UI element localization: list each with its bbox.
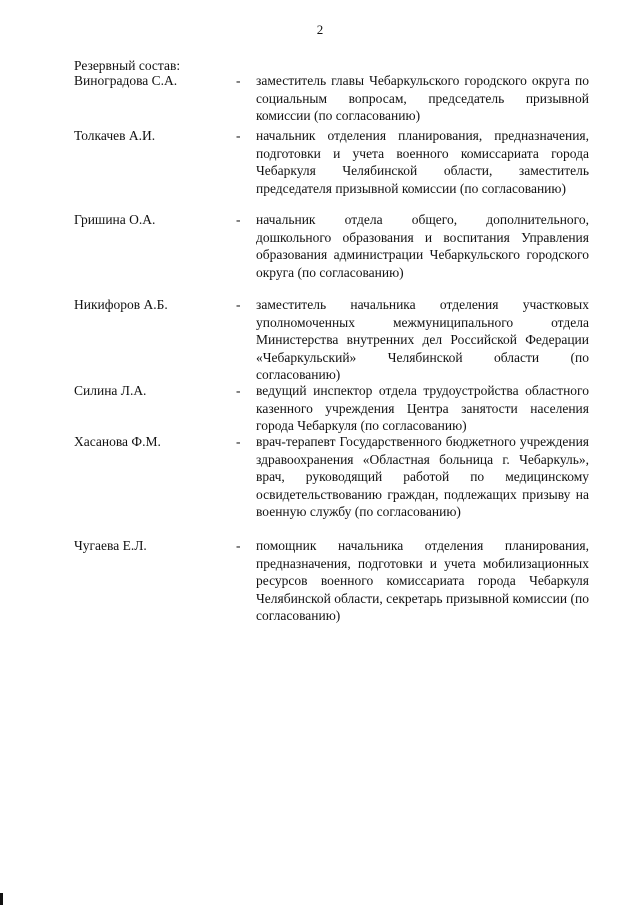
member-description: начальник отдела общего, дополнительного, дошкольного образования и воспитания Управления образования администрации Чебаркульского городского округа (по согласованию) — [256, 212, 589, 280]
member-description: заместитель начальника отделения участковых уполномоченных межмуниципального отдела Министерства внутренних дел Российской Федерации «Чебаркульский» Челябинской области (по согласованию) — [256, 297, 589, 383]
member-dash: - — [236, 383, 241, 398]
member-name: Толкачев А.И. — [74, 128, 156, 143]
member-name: Виноградова С.А. — [74, 73, 178, 88]
member-description: помощник начальника отделения планирования, предназначения, подготовки и учета мобилизационных ресурсов военного комиссариата города Чебаркуля Челябинской области, секретарь призывной комиссии (по согласованию) — [256, 538, 589, 624]
member-description: ведущий инспектор отдела трудоустройства областного казенного учреждения Центра занятости населения города Чебаркуля (по согласованию) — [256, 383, 589, 434]
member-description: врач-терапевт Государственного бюджетного учреждения здравоохранения «Областная больница г. Чебаркуль», врач, руководящий работой по медицинскому освидетельствованию граждан, подлежащих призыву на военную службу (по согласованию) — [256, 434, 589, 520]
member-name: Чугаева Е.Л. — [74, 538, 147, 553]
member-dash: - — [236, 297, 241, 312]
section-title: Резервный состав: — [74, 58, 181, 73]
member-description: начальник отделения планирования, предназначения, подготовки и учета военного комиссариата города Чебаркуля Челябинской области, заместитель председателя призывной комиссии (по согласованию) — [256, 128, 589, 196]
member-dash: - — [236, 212, 241, 227]
member-description: заместитель главы Чебаркульского городского округа по социальным вопросам, председатель призывной комиссии (по согласованию) — [256, 73, 589, 124]
scan-edge-mark — [0, 893, 3, 905]
member-name: Силина Л.А. — [74, 383, 147, 398]
member-name: Никифоров А.Б. — [74, 297, 168, 312]
member-name: Гришина О.А. — [74, 212, 156, 227]
member-dash: - — [236, 73, 241, 88]
member-dash: - — [236, 434, 241, 449]
member-dash: - — [236, 538, 241, 553]
member-name: Хасанова Ф.М. — [74, 434, 161, 449]
page-number: 2 — [316, 22, 324, 37]
member-dash: - — [236, 128, 241, 143]
